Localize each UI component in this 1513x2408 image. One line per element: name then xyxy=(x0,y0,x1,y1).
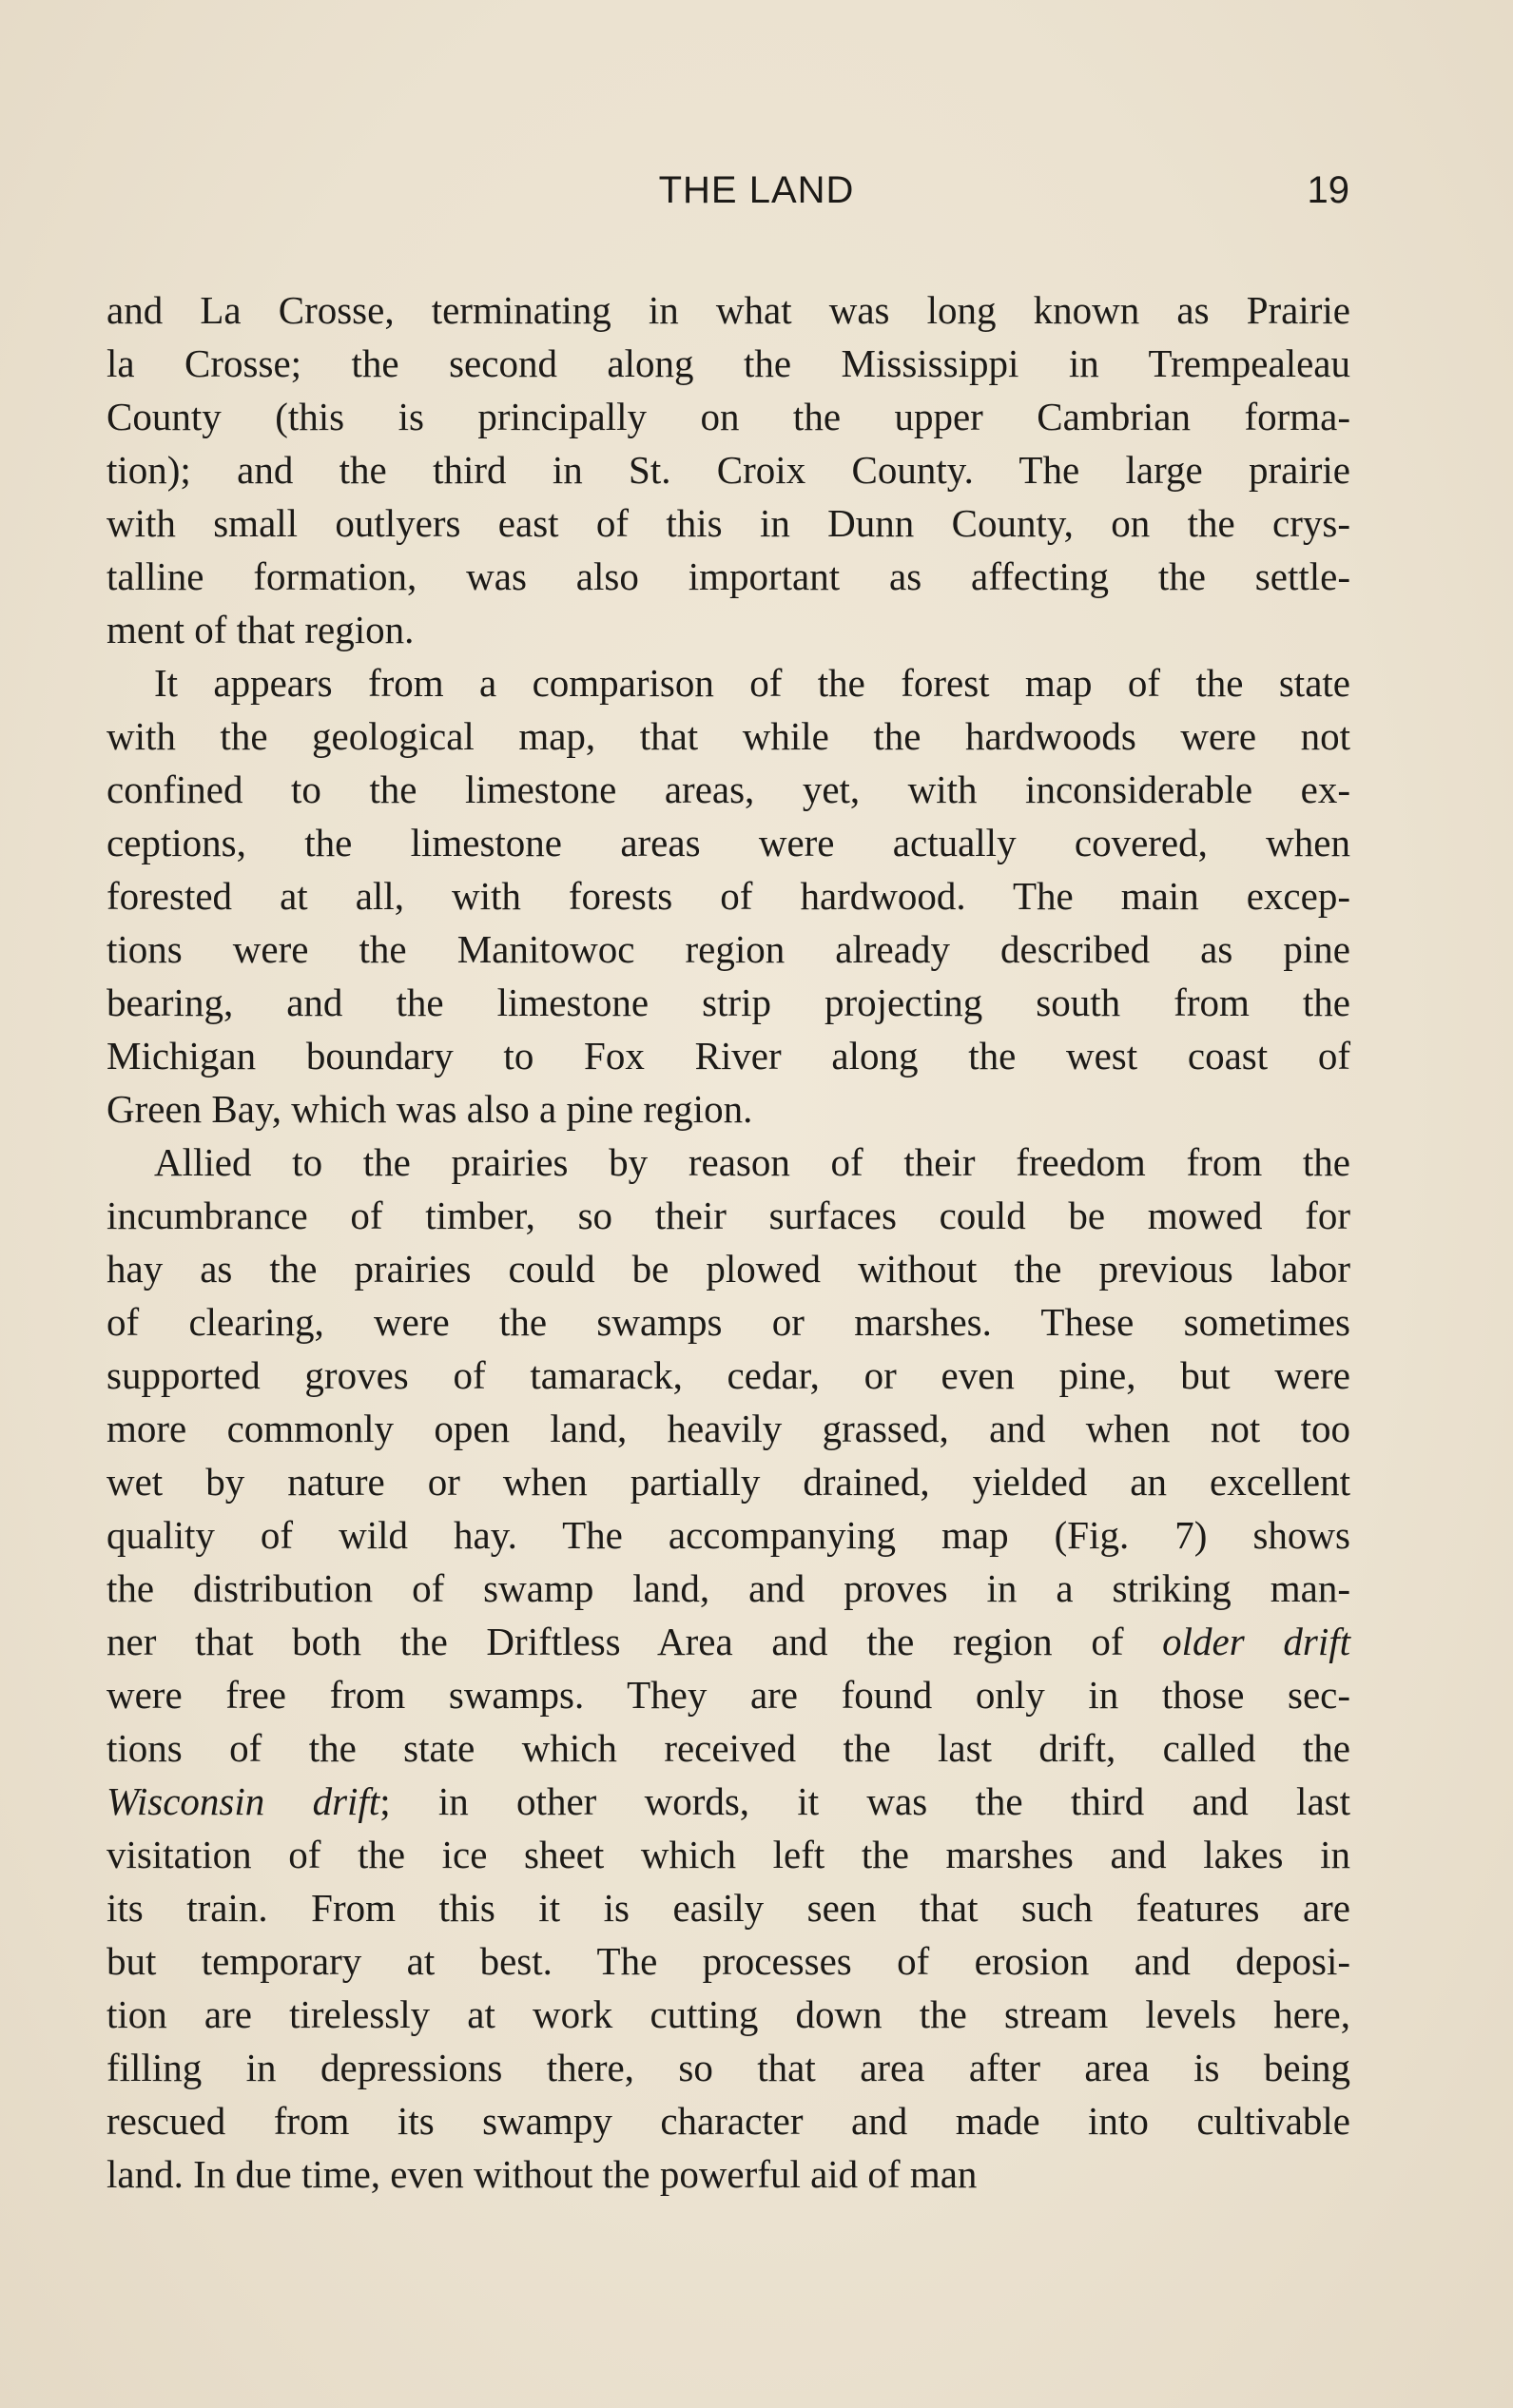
text-line: bearing, and the limestone strip projecting south from the xyxy=(107,981,1350,1024)
italic-term: Wisconsin drift xyxy=(107,1779,380,1823)
text-line xyxy=(107,1775,1350,1828)
text-line: incumbrance of timber, so their surfaces could be mowed for xyxy=(107,1194,1350,1237)
text-line: forested at all, with forests of hardwood. The main excep- xyxy=(107,874,1350,918)
text-line: confined to the limestone areas, yet, with inconsiderable ex- xyxy=(107,767,1350,811)
text-line: ment of that region. xyxy=(107,608,415,651)
text-line: Michigan boundary to Fox River along the west coast of xyxy=(107,1034,1350,1078)
text-line: tions were the Manitowoc region already described as pine xyxy=(107,927,1350,971)
text-run: ; in other words, it was the third and last xyxy=(379,1779,1350,1823)
text-run: ner that both the Driftless Area and the region of xyxy=(107,1620,1163,1663)
text-line: It appears from a comparison of the forest map of the state xyxy=(154,661,1350,705)
text-line: tion are tirelessly at work cutting down the stream levels here, xyxy=(107,1992,1350,2036)
paragraph xyxy=(107,1136,1350,2201)
text-line: with small outlyers east of this in Dunn County, on the crys- xyxy=(107,501,1350,545)
text-line: more commonly open land, heavily grassed, and when not too xyxy=(107,1407,1350,1450)
text-line: land. In due time, even without the powerful aid of man xyxy=(107,2152,978,2196)
text-line: rescued from its swampy character and made into cultivable xyxy=(107,2099,1350,2143)
text-line: Green Bay, which was also a pine region. xyxy=(107,1087,753,1131)
text-line: tion); and the third in St. Croix County. The large prairie xyxy=(107,448,1350,492)
text-line: talline formation, was also important as affecting the settle- xyxy=(107,554,1350,598)
text-line: with the geological map, that while the hardwoods were not xyxy=(107,714,1350,758)
paragraph xyxy=(107,656,1350,1136)
text-line: tions of the state which received the last drift, called the xyxy=(107,1726,1350,1770)
running-head xyxy=(0,169,1513,217)
text-line: supported groves of tamarack, cedar, or even pine, but were xyxy=(107,1353,1350,1397)
text-line: ceptions, the limestone areas were actually covered, when xyxy=(107,821,1350,864)
text-line: its train. From this it is easily seen that such features are xyxy=(107,1886,1350,1930)
text-line: la Crosse; the second along the Mississippi in Trempealeau xyxy=(107,341,1350,385)
text-line: quality of wild hay. The accompanying map (Fig. 7) shows xyxy=(107,1513,1350,1557)
text-line: were free from swamps. They are found only in those sec- xyxy=(107,1673,1350,1717)
text-line: of clearing, were the swamps or marshes. These sometimes xyxy=(107,1300,1350,1344)
text-line: visitation of the ice sheet which left the marshes and lakes in xyxy=(107,1833,1350,1876)
page-number: 19 xyxy=(1307,169,1349,211)
text-line: County (this is principally on the upper Cambrian forma- xyxy=(107,395,1350,438)
chapter-title: THE LAND xyxy=(658,169,855,211)
text-line: filling in depressions there, so that area after area is being xyxy=(107,2046,1350,2089)
italic-term: older drift xyxy=(1162,1620,1350,1663)
text-line: wet by nature or when partially drained, yielded an excellent xyxy=(107,1460,1350,1504)
text-line: but temporary at best. The processes of erosion and deposi- xyxy=(107,1939,1350,1983)
text-line: and La Crosse, terminating in what was long known as Prairie xyxy=(107,288,1350,332)
paragraph xyxy=(107,283,1350,656)
text-line xyxy=(107,1615,1350,1668)
text-line: the distribution of swamp land, and proves in a striking man- xyxy=(107,1566,1350,1610)
body-text xyxy=(107,283,1350,2201)
text-line: hay as the prairies could be plowed without the previous labor xyxy=(107,1247,1350,1291)
text-line: Allied to the prairies by reason of their freedom from the xyxy=(154,1140,1350,1184)
